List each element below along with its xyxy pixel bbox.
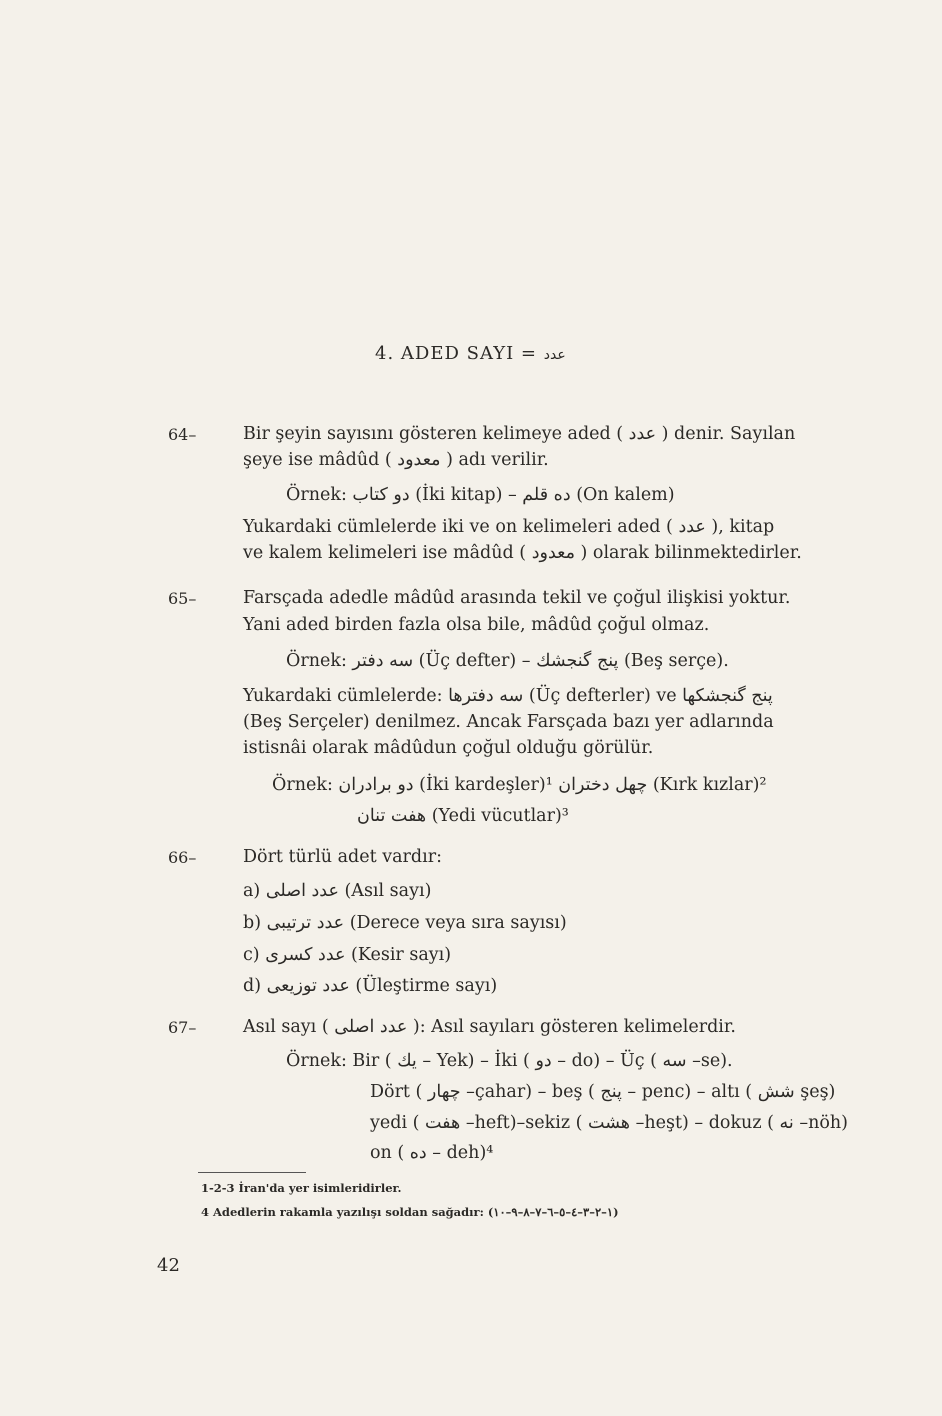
paragraph-line: Yani aded birden fazla olsa bile, mâdûd çoğul olmaz. (243, 615, 710, 635)
example-line: Örnek: دو برادران (İki kardeşler)¹ چهل دختران (Kırk kızlar)² (272, 775, 767, 795)
footnote: 1-2-3 İran'da yer isimleridirler. (201, 1181, 402, 1195)
section-number-66: 66– (168, 848, 197, 867)
example-line: Örnek: Bir ( يك – Yek) – İki ( دو – do) – Üç ( سه –se). (286, 1051, 733, 1071)
paragraph-line: Dört türlü adet vardır: (243, 847, 442, 867)
footnote-divider (198, 1172, 306, 1173)
page-title: 4. ADED SAYI = عدد (375, 343, 566, 364)
list-item-c: c) عدد كسرى (Kesir sayı) (243, 945, 452, 965)
section-number-67: 67– (168, 1018, 197, 1037)
paragraph-line: istisnâi olarak mâdûdun çoğul olduğu görülür. (243, 738, 654, 758)
example-line: Dört ( چهار –çahar) – beş ( پنج – penc) – altı ( شش şeş) (370, 1082, 836, 1102)
list-item-b: b) عدد ترتيبى (Derece veya sıra sayısı) (243, 913, 567, 933)
example-line: Örnek: سه دفتر (Üç defter) – پنج گنجشك (Beş serçe). (286, 651, 729, 671)
paragraph-line: ve kalem kelimeleri ise mâdûd ( معدود ) olarak bilinmektedirler. (243, 543, 802, 563)
paragraph-line: Bir şeyin sayısını gösteren kelimeye aded ( عدد ) denir. Sayılan (243, 424, 796, 444)
list-item-d: d) عدد توزيعى (Üleştirme sayı) (243, 976, 498, 996)
footnote: 4 Adedlerin rakamla yazılışı soldan sağadır: (١–٢–٣–٤–٥–٦–٧–٨–٩–١٠) (201, 1205, 619, 1219)
page-number: 42 (157, 1255, 180, 1276)
section-number-65: 65– (168, 589, 197, 608)
example-line: هفت تنان (Yedi vücutlar)³ (357, 806, 569, 826)
paragraph-line: Yukardaki cümlelerde: سه دفترها (Üç defterler) ve پنج گنجشكها (243, 686, 773, 706)
example-line: on ( ده – deh)⁴ (370, 1143, 494, 1163)
section-number-64: 64– (168, 425, 197, 444)
list-item-a: a) عدد اصلى (Asıl sayı) (243, 881, 432, 901)
paragraph-line: şeye ise mâdûd ( معدود ) adı verilir. (243, 450, 549, 470)
paragraph-line: (Beş Serçeler) denilmez. Ancak Farsçada bazı yer adlarında (243, 712, 774, 732)
paragraph-line: Asıl sayı ( عدد اصلى ): Asıl sayıları gösteren kelimelerdir. (243, 1017, 736, 1037)
paragraph-line: Yukardaki cümlelerde iki ve on kelimeleri aded ( عدد ), kitap (243, 517, 775, 537)
example-line: Örnek: دو كتاب (İki kitap) – ده قلم (On kalem) (286, 485, 675, 505)
example-line: yedi ( هفت –heft)–sekiz ( هشت –heşt) – dokuz ( نه –nöh) (370, 1113, 848, 1133)
paragraph-line: Farsçada adedle mâdûd arasında tekil ve çoğul ilişkisi yoktur. (243, 588, 791, 608)
